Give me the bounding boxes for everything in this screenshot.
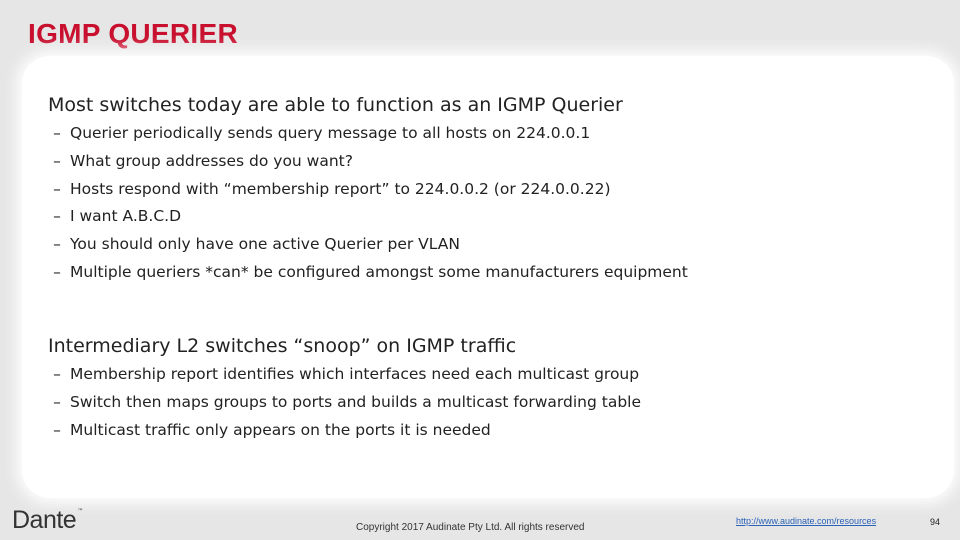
bullet-dash: – [53, 235, 61, 254]
sub-bullet [53, 231, 688, 259]
page-number: 94 [930, 517, 941, 527]
sub-bullet-text: Multiple queriers *can* be configured amongst some manufacturers equipment [70, 262, 688, 281]
bullet-dash: – [53, 179, 61, 198]
sub-bullet-text: Hosts respond with “membership report” to 224.0.0.2 (or 224.0.0.22) [70, 179, 611, 198]
bullet-dash: – [53, 151, 61, 170]
sub-bullet-text: Multicast traffic only appears on the ports it is needed [70, 420, 491, 439]
bullet-dash: – [53, 392, 61, 411]
sub-bullet [53, 389, 642, 417]
sub-bullet [53, 176, 688, 204]
dante-logo [12, 507, 83, 533]
logo-trademark: ™ [77, 508, 84, 515]
sub-bullet [53, 417, 641, 445]
section-querier [48, 93, 688, 287]
sub-bullet-text: Membership report identifies which interfaces need each multicast group [70, 365, 640, 383]
sub-bullet-text: Switch then maps groups to ports and builds a multicast forwarding table [70, 392, 642, 411]
bullet-dash: – [53, 262, 61, 281]
sub-bullet [53, 259, 688, 287]
sub-bullet-text: I want A.B.C.D [70, 207, 182, 226]
sub-bullet-list [48, 361, 641, 444]
sub-bullet [53, 361, 641, 389]
sub-bullet-text: What group addresses do you want? [70, 151, 353, 170]
section-snooping [48, 334, 641, 444]
section-heading: Most switches today are able to function as an IGMP Querier [48, 94, 623, 116]
slide-title: IGMP QUERIER [28, 18, 239, 49]
bullet-dash: – [53, 124, 61, 142]
sub-bullet [53, 203, 688, 231]
bullet-dash: – [53, 365, 61, 383]
sub-bullet-text: You should only have one active Querier per VLAN [70, 235, 460, 254]
sub-bullet-list [48, 120, 688, 287]
sub-bullet [53, 120, 688, 148]
logo-text: Dante [12, 506, 77, 534]
sub-bullet-text: Querier periodically sends query message to all hosts on 224.0.0.1 [70, 124, 591, 142]
footer-copyright: Copyright 2017 Audinate Pty Ltd. All rights reserved [356, 522, 585, 533]
bullet-dash: – [53, 207, 61, 226]
section-heading: Intermediary L2 switches “snoop” on IGMP traffic [48, 335, 517, 357]
resources-link[interactable]: http://www.audinate.com/resources [736, 516, 877, 526]
sub-bullet [53, 148, 688, 176]
bullet-dash: – [53, 420, 61, 439]
